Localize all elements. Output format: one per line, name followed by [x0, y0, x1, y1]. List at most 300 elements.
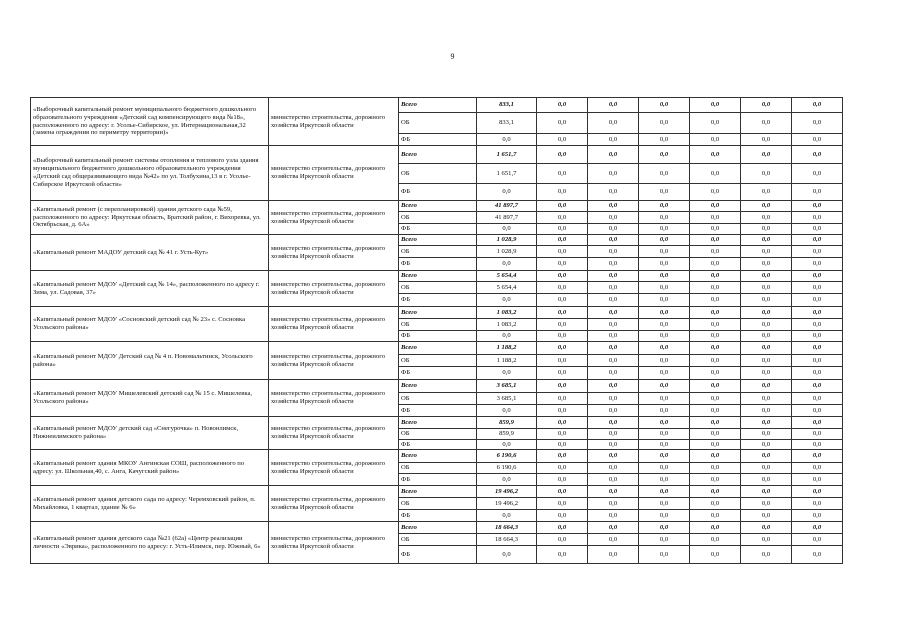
amount-year-cell: 0,0 — [537, 429, 588, 440]
executor-cell: министерство строительства, дорожного хозяйства Иркутской области — [269, 307, 399, 342]
amount-year-cell: 0,0 — [792, 331, 843, 342]
amount-year-cell: 0,0 — [741, 355, 792, 367]
amount-year-cell: 0,0 — [639, 534, 690, 546]
amount-year-cell: 0,0 — [639, 380, 690, 393]
amount-year-cell: 0,0 — [792, 534, 843, 546]
amount-total-cell: 833,1 — [477, 113, 537, 134]
amount-year-cell: 0,0 — [792, 380, 843, 393]
funding-source-cell: ОБ — [399, 393, 477, 405]
amount-total-cell: 41 897,7 — [477, 212, 537, 224]
amount-year-cell: 0,0 — [588, 307, 639, 319]
amount-year-cell: 0,0 — [537, 417, 588, 429]
amount-year-cell: 0,0 — [741, 212, 792, 224]
amount-year-cell: 0,0 — [690, 212, 741, 224]
amount-year-cell: 0,0 — [639, 258, 690, 271]
amount-year-cell: 0,0 — [639, 393, 690, 405]
amount-year-cell: 0,0 — [741, 98, 792, 113]
table-row — [31, 380, 843, 393]
amount-year-cell: 0,0 — [792, 405, 843, 417]
amount-year-cell: 0,0 — [690, 224, 741, 235]
amount-year-cell: 0,0 — [588, 98, 639, 113]
table-row — [31, 146, 843, 164]
funding-source-cell: ФБ — [399, 224, 477, 235]
amount-year-cell: 0,0 — [792, 224, 843, 235]
funding-source-cell: ФБ — [399, 258, 477, 271]
amount-total-cell: 0,0 — [477, 294, 537, 307]
amount-year-cell: 0,0 — [792, 134, 843, 146]
funding-source-cell: ОБ — [399, 246, 477, 258]
funding-source-cell: ОБ — [399, 534, 477, 546]
amount-year-cell: 0,0 — [690, 113, 741, 134]
amount-year-cell: 0,0 — [537, 307, 588, 319]
amount-year-cell: 0,0 — [537, 258, 588, 271]
amount-year-cell: 0,0 — [741, 342, 792, 355]
amount-year-cell: 0,0 — [690, 498, 741, 510]
amount-year-cell: 0,0 — [741, 522, 792, 534]
amount-year-cell: 0,0 — [741, 380, 792, 393]
amount-year-cell: 0,0 — [792, 355, 843, 367]
amount-total-cell: 0,0 — [477, 474, 537, 486]
amount-year-cell: 0,0 — [639, 271, 690, 282]
amount-total-cell: 0,0 — [477, 134, 537, 146]
amount-year-cell: 0,0 — [588, 367, 639, 380]
amount-year-cell: 0,0 — [588, 164, 639, 184]
funding-source-cell: ФБ — [399, 510, 477, 522]
amount-year-cell: 0,0 — [588, 184, 639, 201]
funding-source-cell: ОБ — [399, 164, 477, 184]
amount-total-cell: 3 685,1 — [477, 393, 537, 405]
executor-cell: министерство строительства, дорожного хозяйства Иркутской области — [269, 486, 399, 522]
amount-total-cell: 1 188,2 — [477, 342, 537, 355]
amount-year-cell: 0,0 — [792, 113, 843, 134]
amount-year-cell: 0,0 — [792, 319, 843, 331]
executor-cell: министерство строительства, дорожного хозяйства Иркутской области — [269, 522, 399, 564]
amount-year-cell: 0,0 — [690, 510, 741, 522]
executor-cell: министерство строительства, дорожного хозяйства Иркутской области — [269, 235, 399, 271]
amount-year-cell: 0,0 — [537, 319, 588, 331]
funding-source-cell: ФБ — [399, 367, 477, 380]
amount-year-cell: 0,0 — [537, 331, 588, 342]
amount-year-cell: 0,0 — [690, 331, 741, 342]
amount-total-cell: 19 496,2 — [477, 498, 537, 510]
amount-year-cell: 0,0 — [741, 393, 792, 405]
executor-cell: министерство строительства, дорожного хозяйства Иркутской области — [269, 417, 399, 450]
amount-year-cell: 0,0 — [741, 164, 792, 184]
amount-year-cell: 0,0 — [639, 98, 690, 113]
amount-year-cell: 0,0 — [792, 212, 843, 224]
amount-year-cell: 0,0 — [639, 184, 690, 201]
amount-year-cell: 0,0 — [588, 486, 639, 498]
amount-year-cell: 0,0 — [639, 224, 690, 235]
amount-year-cell: 0,0 — [588, 534, 639, 546]
amount-year-cell: 0,0 — [588, 463, 639, 474]
amount-year-cell: 0,0 — [792, 271, 843, 282]
object-name-cell: «Капитальный ремонт МДОУ Детский сад № 4 п. Новомальтинск, Усольского района» — [31, 342, 269, 380]
table-row — [31, 307, 843, 319]
funding-source-cell: ФБ — [399, 134, 477, 146]
amount-year-cell: 0,0 — [792, 258, 843, 271]
amount-year-cell: 0,0 — [792, 450, 843, 463]
amount-year-cell: 0,0 — [690, 184, 741, 201]
amount-year-cell: 0,0 — [792, 510, 843, 522]
amount-year-cell: 0,0 — [792, 235, 843, 246]
amount-year-cell: 0,0 — [741, 417, 792, 429]
amount-year-cell: 0,0 — [588, 224, 639, 235]
amount-year-cell: 0,0 — [741, 271, 792, 282]
amount-year-cell: 0,0 — [792, 440, 843, 450]
executor-cell: министерство строительства, дорожного хозяйства Иркутской области — [269, 98, 399, 146]
amount-year-cell: 0,0 — [588, 235, 639, 246]
budget-table — [30, 97, 843, 564]
amount-year-cell: 0,0 — [792, 98, 843, 113]
amount-year-cell: 0,0 — [792, 486, 843, 498]
amount-year-cell: 0,0 — [690, 534, 741, 546]
funding-source-cell: ФБ — [399, 331, 477, 342]
amount-year-cell: 0,0 — [537, 534, 588, 546]
amount-total-cell: 0,0 — [477, 184, 537, 201]
amount-year-cell: 0,0 — [537, 184, 588, 201]
amount-year-cell: 0,0 — [537, 405, 588, 417]
amount-total-cell: 0,0 — [477, 405, 537, 417]
amount-year-cell: 0,0 — [537, 294, 588, 307]
amount-year-cell: 0,0 — [690, 164, 741, 184]
amount-year-cell: 0,0 — [792, 164, 843, 184]
amount-year-cell: 0,0 — [792, 463, 843, 474]
amount-year-cell: 0,0 — [792, 294, 843, 307]
amount-year-cell: 0,0 — [537, 235, 588, 246]
table-row — [31, 486, 843, 498]
executor-cell: министерство строительства, дорожного хозяйства Иркутской области — [269, 342, 399, 380]
table-row — [31, 342, 843, 355]
amount-year-cell: 0,0 — [792, 498, 843, 510]
amount-year-cell: 0,0 — [588, 212, 639, 224]
amount-year-cell: 0,0 — [690, 98, 741, 113]
amount-year-cell: 0,0 — [537, 246, 588, 258]
amount-year-cell: 0,0 — [639, 307, 690, 319]
amount-year-cell: 0,0 — [741, 224, 792, 235]
table-row — [31, 522, 843, 534]
amount-total-cell: 6 190,6 — [477, 463, 537, 474]
amount-year-cell: 0,0 — [741, 367, 792, 380]
amount-year-cell: 0,0 — [792, 146, 843, 164]
amount-year-cell: 0,0 — [690, 282, 741, 294]
amount-year-cell: 0,0 — [741, 474, 792, 486]
funding-source-cell: Всего — [399, 417, 477, 429]
funding-source-cell: ОБ — [399, 429, 477, 440]
amount-year-cell: 0,0 — [792, 429, 843, 440]
object-name-cell: «Выборочный капитальный ремонт муниципального бюджетного дошкольного образовательного учреждения «Детский сад компенсирующего вида №18», расположенного по адресу: г. Усолье-Сибирское, ул. Интернациональная,32 (замена ограждения по периметру территории)» — [31, 98, 269, 146]
amount-year-cell: 0,0 — [537, 224, 588, 235]
amount-year-cell: 0,0 — [537, 212, 588, 224]
object-name-cell: «Капитальный ремонт МДОУ «Детский сад № 14», расположенного по адресу г. Зима, ул. Садовая, 37» — [31, 271, 269, 307]
amount-year-cell: 0,0 — [741, 429, 792, 440]
amount-total-cell: 0,0 — [477, 258, 537, 271]
amount-total-cell: 18 664,3 — [477, 534, 537, 546]
funding-source-cell: Всего — [399, 450, 477, 463]
amount-year-cell: 0,0 — [741, 235, 792, 246]
funding-source-cell: Всего — [399, 380, 477, 393]
amount-year-cell: 0,0 — [690, 474, 741, 486]
object-name-cell: «Капитальный ремонт здания детского сада по адресу: Черемховский район, п. Михайловка, 1 квартал, здание № 6» — [31, 486, 269, 522]
amount-year-cell: 0,0 — [588, 246, 639, 258]
amount-year-cell: 0,0 — [741, 331, 792, 342]
amount-year-cell: 0,0 — [639, 113, 690, 134]
amount-year-cell: 0,0 — [690, 450, 741, 463]
table-row — [31, 201, 843, 212]
amount-total-cell: 0,0 — [477, 367, 537, 380]
object-name-cell: «Капитальный ремонт здания МКОУ Ангинская СОШ, расположенного по адресу: ул. Школьная,40, с. Анга, Качугский район» — [31, 450, 269, 486]
funding-source-cell: ОБ — [399, 212, 477, 224]
amount-year-cell: 0,0 — [639, 319, 690, 331]
amount-year-cell: 0,0 — [690, 201, 741, 212]
funding-source-cell: ОБ — [399, 319, 477, 331]
amount-total-cell: 6 190,6 — [477, 450, 537, 463]
amount-year-cell: 0,0 — [741, 201, 792, 212]
amount-year-cell: 0,0 — [741, 534, 792, 546]
amount-year-cell: 0,0 — [639, 164, 690, 184]
amount-year-cell: 0,0 — [741, 146, 792, 164]
amount-year-cell: 0,0 — [639, 429, 690, 440]
funding-source-cell: ФБ — [399, 294, 477, 307]
amount-year-cell: 0,0 — [690, 258, 741, 271]
table-row — [31, 98, 843, 113]
funding-source-cell: ОБ — [399, 498, 477, 510]
amount-year-cell: 0,0 — [690, 417, 741, 429]
amount-year-cell: 0,0 — [588, 355, 639, 367]
amount-year-cell: 0,0 — [690, 307, 741, 319]
amount-total-cell: 1 028,9 — [477, 246, 537, 258]
amount-year-cell: 0,0 — [537, 450, 588, 463]
amount-year-cell: 0,0 — [537, 498, 588, 510]
amount-year-cell: 0,0 — [741, 450, 792, 463]
amount-year-cell: 0,0 — [588, 258, 639, 271]
amount-year-cell: 0,0 — [690, 380, 741, 393]
table-row — [31, 417, 843, 429]
amount-total-cell: 1 083,2 — [477, 319, 537, 331]
amount-year-cell: 0,0 — [588, 450, 639, 463]
amount-year-cell: 0,0 — [741, 486, 792, 498]
amount-year-cell: 0,0 — [741, 307, 792, 319]
amount-year-cell: 0,0 — [588, 474, 639, 486]
amount-year-cell: 0,0 — [639, 355, 690, 367]
executor-cell: министерство строительства, дорожного хозяйства Иркутской области — [269, 380, 399, 417]
object-name-cell: «Капитальный ремонт здания детского сада №21 (62а) «Центр реализации личности «Эврика», расположенного по адресу: г. Усть-Илимск, пер. Южный, 6» — [31, 522, 269, 564]
amount-year-cell: 0,0 — [537, 486, 588, 498]
table-row — [31, 450, 843, 463]
funding-source-cell: Всего — [399, 486, 477, 498]
amount-year-cell: 0,0 — [690, 319, 741, 331]
amount-year-cell: 0,0 — [639, 463, 690, 474]
amount-year-cell: 0,0 — [792, 474, 843, 486]
amount-year-cell: 0,0 — [537, 463, 588, 474]
amount-year-cell: 0,0 — [741, 546, 792, 564]
amount-year-cell: 0,0 — [588, 429, 639, 440]
amount-total-cell: 859,9 — [477, 417, 537, 429]
amount-year-cell: 0,0 — [639, 342, 690, 355]
amount-year-cell: 0,0 — [639, 417, 690, 429]
amount-year-cell: 0,0 — [588, 546, 639, 564]
amount-year-cell: 0,0 — [741, 319, 792, 331]
amount-year-cell: 0,0 — [690, 134, 741, 146]
amount-year-cell: 0,0 — [588, 331, 639, 342]
amount-year-cell: 0,0 — [639, 294, 690, 307]
amount-year-cell: 0,0 — [792, 393, 843, 405]
amount-year-cell: 0,0 — [588, 498, 639, 510]
amount-year-cell: 0,0 — [639, 474, 690, 486]
amount-year-cell: 0,0 — [639, 246, 690, 258]
amount-year-cell: 0,0 — [792, 417, 843, 429]
amount-total-cell: 1 028,9 — [477, 235, 537, 246]
executor-cell: министерство строительства, дорожного хозяйства Иркутской области — [269, 271, 399, 307]
amount-year-cell: 0,0 — [639, 235, 690, 246]
amount-year-cell: 0,0 — [588, 282, 639, 294]
amount-year-cell: 0,0 — [792, 246, 843, 258]
amount-year-cell: 0,0 — [639, 405, 690, 417]
amount-year-cell: 0,0 — [690, 271, 741, 282]
table-row — [31, 235, 843, 246]
amount-year-cell: 0,0 — [690, 522, 741, 534]
funding-source-cell: Всего — [399, 146, 477, 164]
amount-year-cell: 0,0 — [588, 201, 639, 212]
amount-year-cell: 0,0 — [792, 342, 843, 355]
amount-year-cell: 0,0 — [690, 546, 741, 564]
amount-year-cell: 0,0 — [741, 246, 792, 258]
table-body — [31, 98, 843, 564]
amount-year-cell: 0,0 — [588, 522, 639, 534]
funding-source-cell: ОБ — [399, 113, 477, 134]
amount-year-cell: 0,0 — [588, 510, 639, 522]
amount-year-cell: 0,0 — [690, 463, 741, 474]
amount-year-cell: 0,0 — [639, 546, 690, 564]
funding-source-cell: ОБ — [399, 463, 477, 474]
amount-year-cell: 0,0 — [690, 405, 741, 417]
amount-year-cell: 0,0 — [639, 450, 690, 463]
amount-year-cell: 0,0 — [639, 146, 690, 164]
amount-year-cell: 0,0 — [792, 201, 843, 212]
executor-cell: министерство строительства, дорожного хозяйства Иркутской области — [269, 146, 399, 201]
funding-source-cell: Всего — [399, 98, 477, 113]
funding-source-cell: Всего — [399, 342, 477, 355]
amount-year-cell: 0,0 — [537, 271, 588, 282]
amount-year-cell: 0,0 — [588, 146, 639, 164]
amount-total-cell: 0,0 — [477, 546, 537, 564]
amount-total-cell: 5 654,4 — [477, 271, 537, 282]
funding-source-cell: Всего — [399, 235, 477, 246]
amount-total-cell: 1 651,7 — [477, 164, 537, 184]
object-name-cell: «Капитальный ремонт (с перепланировкой) здания детского сада №59, расположенного по адресу: Иркутская область, Братский район, г. Вихоревка, ул. Октябрьская, д. 6А» — [31, 201, 269, 235]
amount-year-cell: 0,0 — [588, 417, 639, 429]
amount-year-cell: 0,0 — [537, 113, 588, 134]
amount-year-cell: 0,0 — [588, 113, 639, 134]
amount-year-cell: 0,0 — [792, 282, 843, 294]
amount-year-cell: 0,0 — [741, 134, 792, 146]
funding-source-cell: Всего — [399, 522, 477, 534]
amount-year-cell: 0,0 — [639, 522, 690, 534]
object-name-cell: «Капитальный ремонт МДОУ Мишелевский детский сад № 15 с. Мишелевка, Усольского района» — [31, 380, 269, 417]
amount-year-cell: 0,0 — [690, 146, 741, 164]
amount-year-cell: 0,0 — [792, 546, 843, 564]
amount-year-cell: 0,0 — [690, 355, 741, 367]
funding-source-cell: ОБ — [399, 282, 477, 294]
amount-year-cell: 0,0 — [741, 113, 792, 134]
amount-year-cell: 0,0 — [690, 235, 741, 246]
amount-year-cell: 0,0 — [690, 367, 741, 380]
amount-year-cell: 0,0 — [537, 393, 588, 405]
amount-year-cell: 0,0 — [588, 380, 639, 393]
funding-source-cell: ФБ — [399, 184, 477, 201]
amount-total-cell: 0,0 — [477, 510, 537, 522]
amount-year-cell: 0,0 — [639, 201, 690, 212]
amount-year-cell: 0,0 — [588, 342, 639, 355]
amount-year-cell: 0,0 — [639, 282, 690, 294]
object-name-cell: «Капитальный ремонт МДОУ «Сосновский детский сад № 23» с. Сосновка Усольского района» — [31, 307, 269, 342]
amount-total-cell: 0,0 — [477, 331, 537, 342]
amount-year-cell: 0,0 — [741, 463, 792, 474]
amount-year-cell: 0,0 — [639, 331, 690, 342]
amount-year-cell: 0,0 — [639, 498, 690, 510]
amount-year-cell: 0,0 — [588, 393, 639, 405]
amount-year-cell: 0,0 — [690, 246, 741, 258]
funding-source-cell: Всего — [399, 271, 477, 282]
funding-source-cell: ФБ — [399, 474, 477, 486]
amount-year-cell: 0,0 — [690, 393, 741, 405]
amount-year-cell: 0,0 — [639, 440, 690, 450]
amount-year-cell: 0,0 — [588, 319, 639, 331]
amount-year-cell: 0,0 — [537, 342, 588, 355]
amount-total-cell: 5 654,4 — [477, 282, 537, 294]
amount-year-cell: 0,0 — [537, 367, 588, 380]
amount-total-cell: 1 188,2 — [477, 355, 537, 367]
amount-year-cell: 0,0 — [537, 546, 588, 564]
amount-year-cell: 0,0 — [537, 355, 588, 367]
executor-cell: министерство строительства, дорожного хозяйства Иркутской области — [269, 450, 399, 486]
amount-year-cell: 0,0 — [537, 164, 588, 184]
amount-year-cell: 0,0 — [792, 367, 843, 380]
amount-year-cell: 0,0 — [741, 184, 792, 201]
amount-year-cell: 0,0 — [537, 522, 588, 534]
amount-year-cell: 0,0 — [537, 134, 588, 146]
amount-year-cell: 0,0 — [639, 212, 690, 224]
amount-year-cell: 0,0 — [741, 258, 792, 271]
amount-year-cell: 0,0 — [741, 498, 792, 510]
amount-year-cell: 0,0 — [639, 486, 690, 498]
funding-source-cell: ФБ — [399, 546, 477, 564]
amount-year-cell: 0,0 — [588, 405, 639, 417]
amount-year-cell: 0,0 — [690, 342, 741, 355]
amount-year-cell: 0,0 — [588, 440, 639, 450]
funding-source-cell: ФБ — [399, 440, 477, 450]
amount-year-cell: 0,0 — [741, 440, 792, 450]
amount-year-cell: 0,0 — [741, 294, 792, 307]
amount-year-cell: 0,0 — [741, 282, 792, 294]
amount-year-cell: 0,0 — [537, 98, 588, 113]
amount-year-cell: 0,0 — [537, 474, 588, 486]
amount-year-cell: 0,0 — [792, 184, 843, 201]
amount-year-cell: 0,0 — [537, 201, 588, 212]
amount-total-cell: 3 685,1 — [477, 380, 537, 393]
object-name-cell: «Выборочный капитальный ремонт системы отопления и теплового узла здания муниципального бюджетного дошкольного образовательного учреждения «Детский сад общеразвивающего вида №42» по ул. Толбухина,13 в г. Усолье-Сибирское Иркутской области» — [31, 146, 269, 201]
amount-year-cell: 0,0 — [741, 510, 792, 522]
amount-total-cell: 0,0 — [477, 224, 537, 235]
amount-year-cell: 0,0 — [537, 510, 588, 522]
executor-cell: министерство строительства, дорожного хозяйства Иркутской области — [269, 201, 399, 235]
amount-year-cell: 0,0 — [690, 294, 741, 307]
amount-year-cell: 0,0 — [537, 440, 588, 450]
table-row — [31, 271, 843, 282]
amount-total-cell: 859,9 — [477, 429, 537, 440]
amount-total-cell: 1 651,7 — [477, 146, 537, 164]
amount-year-cell: 0,0 — [537, 282, 588, 294]
